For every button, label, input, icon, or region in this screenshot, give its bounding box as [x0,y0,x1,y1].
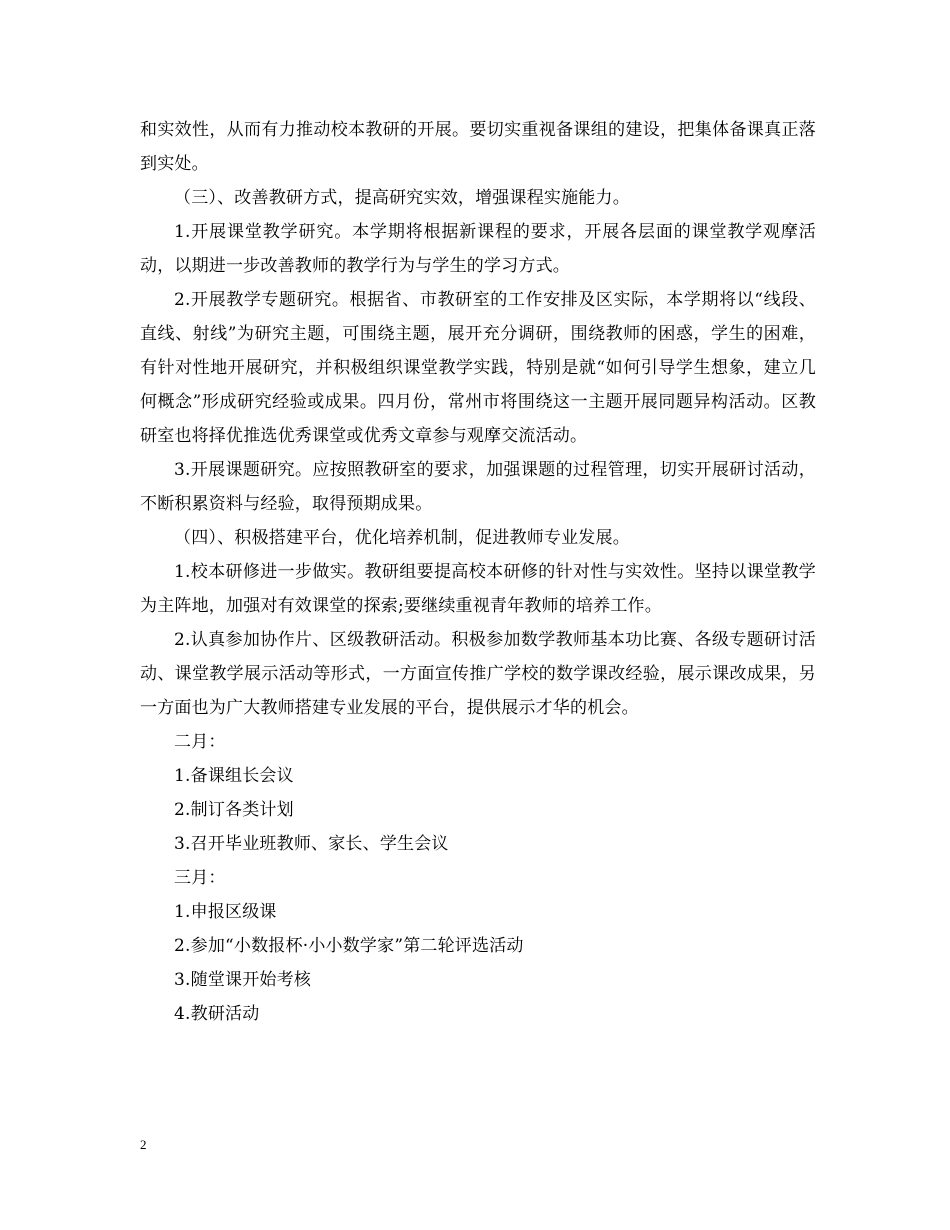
document-body [140,113,816,1031]
list-item: 1.备课组长会议 [174,766,294,786]
paragraph: 和实效性，从而有力推动校本教研的开展。要切实重视备课组的建设，把集体备课真正落到实处。 [140,120,816,174]
list-item: 4.教研活动 [174,1004,260,1024]
list-item: 3.随堂课开始考核 [174,970,312,990]
list-item: 1.申报区级课 [174,902,277,922]
list-item: 2.参加“小数报杯·小小数学家”第二轮评选活动 [174,936,524,956]
paragraph: 1.校本研修进一步做实。教研组要提高校本研修的针对性与实效性。坚持以课堂教学为主阵地，加强对有效课堂的探索;要继续重视青年教师的培养工作。 [140,562,816,616]
list-item: 3.召开毕业班教师、家长、学生会议 [174,834,449,854]
section-heading: （三）、改善教研方式，提高研究实效，增强课程实施能力。 [174,188,630,208]
paragraph: 2.认真参加协作片、区级教研活动。积极参加数学教师基本功比赛、各级专题研讨活动、课堂教学展示活动等形式，一方面宣传推广学校的数学课改经验，展示课改成果，另一方面也为广大教师搭建专业发展的平台，提供展示才华的机会。 [140,630,816,718]
month-heading: 二月： [174,732,226,752]
month-heading: 三月： [174,868,226,888]
paragraph: 2.开展教学专题研究。根据省、市教研室的工作安排及区实际，本学期将以“线段、直线、射线”为研究主题，可围绕主题，展开充分调研，围绕教师的困惑，学生的困难，有针对性地开展研究，并积极组织课堂教学实践，特别是就“如何引导学生想象，建立几何概念”形成研究经验或成果。四月份，常州市将围绕这一主题开展同题异构活动。区教研室也将择优推选优秀课堂或优秀文章参与观摩交流活动。 [140,290,816,446]
page-number: 2 [140,1137,147,1152]
paragraph: 1.开展课堂教学研究。本学期将根据新课程的要求，开展各层面的课堂教学观摩活动，以期进一步改善教师的教学行为与学生的学习方式。 [140,222,816,276]
list-item: 2.制订各类计划 [174,800,294,820]
paragraph: 3.开展课题研究。应按照教研室的要求，加强课题的过程管理，切实开展研讨活动，不断积累资料与经验，取得预期成果。 [140,460,816,514]
section-heading: （四）、积极搭建平台，优化培养机制，促进教师专业发展。 [174,528,630,548]
